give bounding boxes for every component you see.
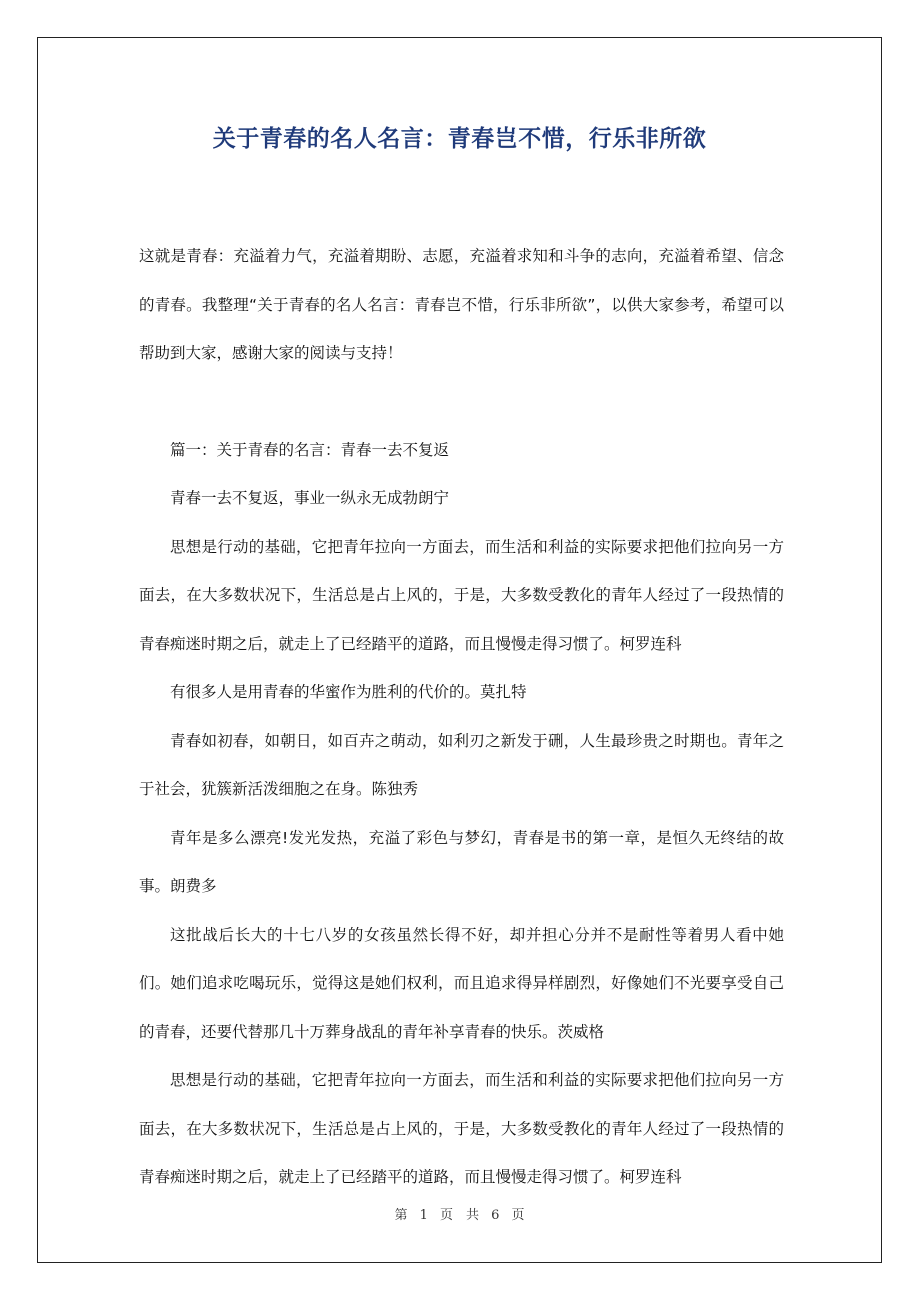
page-number-footer: 第 1 页 共 6 页 xyxy=(394,1208,525,1223)
quote-paragraph: 思想是行动的基础，它把青年拉向一方面去，而生活和利益的实际要求把他们拉向另一方面去，在大多数状况下，生活总是占上风的，于是，大多数受教化的青年人经过了一段热情的青春痴迷时期之后，就走上了已经踏平的道路，而且慢慢走得习惯了。柯罗连科 xyxy=(139,537,784,653)
paragraph-spacer xyxy=(139,378,784,426)
quote-paragraph: 有很多人是用青春的华蜜作为胜利的代价的。莫扎特 xyxy=(170,683,527,701)
section-heading: 篇一：关于青春的名言：青春一去不复返 xyxy=(170,440,450,459)
quote-paragraph: 思想是行动的基础，它把青年拉向一方面去，而生活和利益的实际要求把他们拉向另一方面去，在大多数状况下，生活总是占上风的，于是，大多数受教化的青年人经过了一段热情的青春痴迷时期之后，就走上了已经踏平的道路，而且慢慢走得习惯了。柯罗连科 xyxy=(139,1071,784,1186)
quote-paragraph: 青春一去不复返，事业一纵永无成勃朗宁 xyxy=(170,489,450,507)
intro-paragraph: 这就是青春：充溢着力气，充溢着期盼、志愿，充溢着求知和斗争的志向，充溢着希望、信念的青春。我整理“关于青春的名人名言：青春岂不惜，行乐非所欲”，以供大家参考，希望可以帮助到大家，感谢大家的阅读与支持！ xyxy=(139,247,784,362)
quote-paragraph: 青年是多么漂亮!发光发热，充溢了彩色与梦幻，青春是书的第一章，是恒久无终结的故事。朗费多 xyxy=(139,828,784,895)
document-title: 关于青春的名人名言：青春岂不惜，行乐非所欲 xyxy=(212,126,707,152)
document-body xyxy=(139,232,784,1202)
quote-paragraph: 青春如初春，如朝日，如百卉之萌动，如利刃之新发于硎，人生最珍贵之时期也。青年之于社会，犹簇新活泼细胞之在身。陈独秀 xyxy=(139,731,784,798)
quote-paragraph: 这批战后长大的十七八岁的女孩虽然长得不好，却并担心分并不是耐性等着男人看中她们。她们追求吃喝玩乐，觉得这是她们权利，而且追求得异样剧烈，好像她们不光要享受自己的青春，还要代替那几十万葬身战乱的青年补享青春的快乐。茨威格 xyxy=(139,925,784,1041)
